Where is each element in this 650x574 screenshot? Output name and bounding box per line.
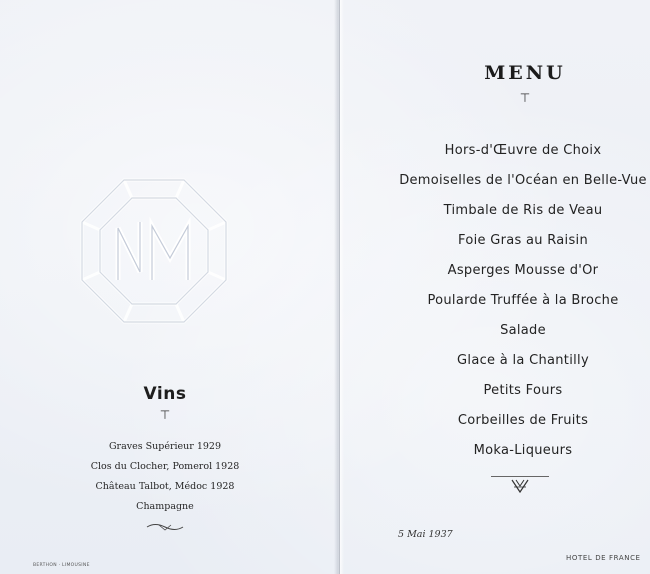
course-item: Corbeilles de Fruits xyxy=(457,413,589,428)
embossed-monogram xyxy=(78,176,230,326)
printer-credit: BERTHON · LIMOUSINE xyxy=(33,563,90,568)
course-item: Poularde Truffée à la Broche xyxy=(427,293,619,308)
course-item: Salade xyxy=(500,323,546,338)
course-list xyxy=(382,136,650,466)
crest-ornament xyxy=(508,478,532,494)
course-item: Foie Gras au Raisin xyxy=(458,233,588,248)
wine-item: Graves Supérieur 1929 xyxy=(108,441,222,452)
wines-footer-ornament xyxy=(145,522,185,532)
wine-item: Clos du Clocher, Pomerol 1928 xyxy=(90,461,240,472)
wines-divider-ornament: ⊤ xyxy=(159,408,171,422)
wine-item: Château Talbot, Médoc 1928 xyxy=(95,481,235,492)
course-item: Demoiselles de l'Océan en Belle-Vue xyxy=(399,173,647,188)
wine-list xyxy=(60,437,270,517)
menu-divider-ornament: ⊤ xyxy=(519,91,531,105)
course-item: Glace à la Chantilly xyxy=(457,353,589,368)
hotel-name: HOTEL DE FRANCE xyxy=(566,554,641,562)
course-item: Moka-Liqueurs xyxy=(473,443,573,458)
menu-heading: MENU xyxy=(484,62,566,84)
wines-heading: Vins xyxy=(143,384,187,404)
course-item: Petits Fours xyxy=(483,383,563,398)
menu-date: 5 Mai 1937 xyxy=(398,529,453,540)
fold-crease xyxy=(339,0,340,574)
wine-item: Champagne xyxy=(136,501,194,512)
course-item: Timbale de Ris de Veau xyxy=(443,203,603,218)
crest-divider-line xyxy=(491,476,549,477)
course-item: Asperges Mousse d'Or xyxy=(447,263,599,278)
course-item: Hors-d'Œuvre de Choix xyxy=(444,143,602,158)
